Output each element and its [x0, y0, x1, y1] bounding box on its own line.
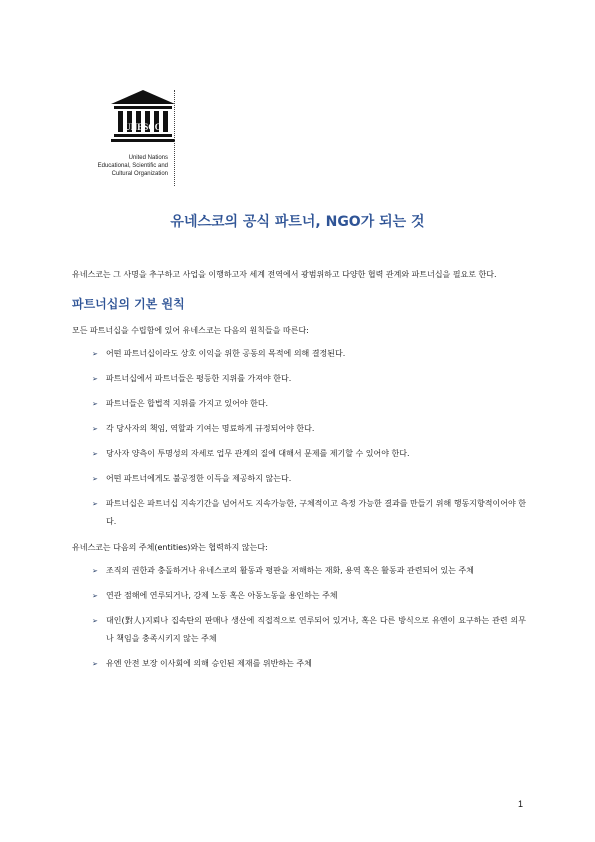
list-item	[72, 395, 526, 413]
page-title: 유네스코의 공식 파트너, NGO가 되는 것	[170, 214, 425, 230]
principles-list	[72, 345, 526, 531]
temple-emblem-icon	[108, 88, 178, 150]
unesco-logo	[70, 88, 180, 188]
section-heading: 파트너십의 기본 원칙	[72, 297, 185, 311]
list-item-text: 파트너들은 합법적 지위를 가지고 있어야 한다.	[106, 399, 269, 408]
list-item-text: 연관 점해에 연루되거나, 강제 노동 혹은 아동노동을 용인하는 주체	[106, 591, 338, 600]
list-item-text: 조직의 권한과 충돌하거나 유네스코의 활동과 평판을 저해하는 재화, 용역 혹은 활동과 관련되어 있는 주체	[106, 566, 474, 575]
list-item	[72, 345, 526, 363]
arrow-bullet-icon: ➢	[92, 450, 98, 458]
arrow-bullet-icon: ➢	[92, 350, 98, 358]
arrow-bullet-icon: ➢	[92, 475, 98, 483]
arrow-bullet-icon: ➢	[92, 567, 98, 575]
arrow-bullet-icon: ➢	[92, 500, 98, 508]
exclusions-list	[72, 562, 526, 673]
logo-org-line: United Nations	[128, 155, 168, 161]
list-item	[72, 370, 526, 388]
list-item	[72, 587, 526, 605]
list-item-text: 각 당사자의 책임, 역할과 기여는 명료하게 규정되어야 한다.	[106, 424, 315, 433]
list-item	[72, 562, 526, 580]
list-item-text: 어떤 파트너에게도 불공정한 이득을 제공하지 않는다.	[106, 474, 292, 483]
list-item	[72, 655, 526, 673]
principles-intro: 모든 파트너십을 수립함에 있어 유네스코는 다음의 원칙들을 따른다:	[72, 326, 309, 335]
list-item	[72, 445, 526, 463]
arrow-bullet-icon: ➢	[92, 400, 98, 408]
list-item-text: 당사자 양측이 투명성의 자세로 업무 관계의 질에 대해서 문제를 제기할 수 있어야 한다.	[106, 449, 410, 458]
logo-wordmark: UNESCO	[124, 122, 162, 132]
arrow-bullet-icon: ➢	[92, 375, 98, 383]
list-item-text: 어떤 파트너십이라도 상호 이익을 위한 공동의 목적에 의해 결정된다.	[106, 349, 346, 358]
list-item-text: 유엔 안전 보장 이사회에 의해 승인된 제재를 위반하는 주체	[106, 659, 312, 668]
arrow-bullet-icon: ➢	[92, 617, 98, 625]
list-item-text: 파트너십에서 파트너들은 평등한 지위를 가져야 한다.	[106, 374, 292, 383]
arrow-bullet-icon: ➢	[92, 660, 98, 668]
logo-org-line: Cultural Organization	[111, 171, 168, 177]
list-item	[72, 470, 526, 488]
arrow-bullet-icon: ➢	[92, 425, 98, 433]
intro-paragraph: 유네스코는 그 사명을 추구하고 사업을 이행하고자 세계 전역에서 광범위하고 다양한 협력 관계와 파트너십을 필요로 한다.	[72, 270, 497, 279]
list-item	[72, 612, 526, 648]
list-item-text: 대인(對人)지뢰나 집속탄의 판매나 생산에 직접적으로 연루되어 있거나, 혹은 다른 방식으로 유엔이 요구하는 관련 의무나 책임을 충족시키지 않는 주체	[106, 616, 526, 643]
logo-divider	[174, 90, 175, 186]
list-item	[72, 420, 526, 438]
document-body	[72, 266, 526, 681]
arrow-bullet-icon: ➢	[92, 592, 98, 600]
logo-org-line: Educational, Scientific and	[97, 163, 168, 169]
list-item	[72, 495, 526, 531]
list-item-text: 파트너십은 파트너십 지속기간을 넘어서도 지속가능한, 구체적이고 측정 가능한 결과를 만들기 위해 행동지향적이어야 한다.	[106, 499, 526, 526]
exclusion-intro: 유네스코는 다음의 주체(entities)와는 협력하지 않는다:	[72, 543, 268, 552]
page-number: 1	[517, 799, 523, 809]
logo-org-name	[70, 154, 168, 178]
